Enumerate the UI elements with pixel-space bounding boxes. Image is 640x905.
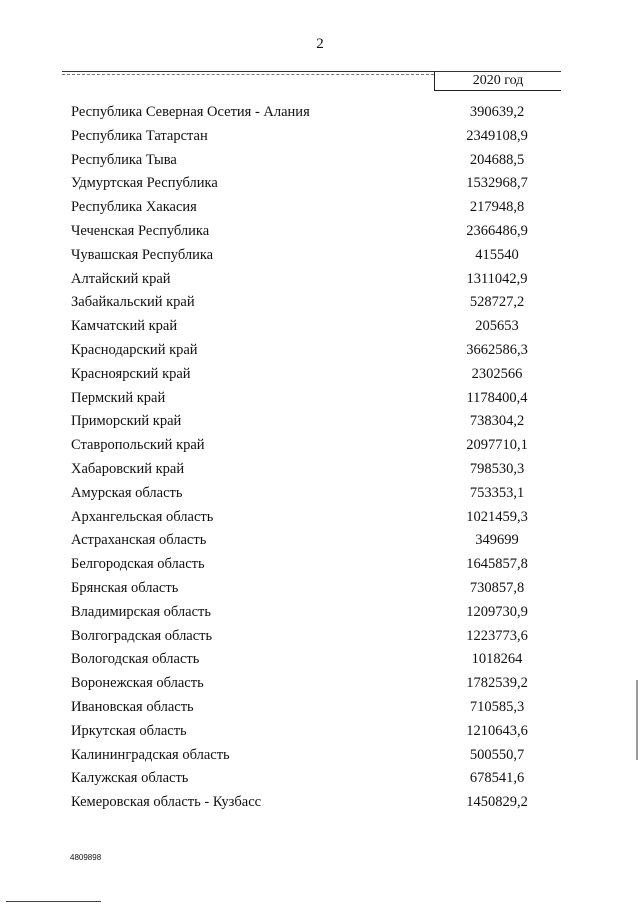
region-name: Республика Тыва (71, 151, 177, 168)
table-row (0, 767, 640, 791)
region-name: Воронежская область (71, 675, 204, 692)
table-row (0, 125, 640, 149)
region-name: Удмуртская Республика (71, 175, 218, 192)
region-name: Чувашская Республика (71, 246, 214, 263)
region-value: 2349108,9 (466, 127, 528, 144)
table-row (0, 744, 640, 768)
region-value: 798530,3 (469, 460, 525, 477)
table-header-rule-secondary (62, 74, 434, 75)
region-name: Брянская область (71, 579, 179, 596)
table-row (0, 553, 640, 577)
region-name: Ставропольский край (71, 437, 205, 454)
region-name: Алтайский край (71, 270, 171, 287)
region-value: 1782539,2 (466, 675, 528, 692)
region-name: Республика Северная Осетия - Алания (71, 104, 310, 120)
table-row (0, 625, 640, 649)
region-name: Пермский край (71, 389, 166, 406)
table-row (0, 387, 640, 411)
region-value: 205653 (475, 318, 519, 335)
table-row (0, 434, 640, 458)
region-value: 1209730,9 (466, 603, 528, 620)
region-name: Калужская область (71, 770, 189, 787)
region-value: 738304,2 (469, 413, 525, 430)
region-value: 1311042,9 (466, 270, 528, 287)
table-row (0, 577, 640, 601)
table-row (0, 529, 640, 553)
region-value: 1021459,3 (466, 508, 528, 525)
table-row (0, 791, 640, 815)
region-value: 2097710,1 (466, 437, 528, 454)
region-value: 500550,7 (469, 746, 525, 763)
table-row (0, 482, 640, 506)
table-row (0, 149, 640, 173)
table-row (0, 601, 640, 625)
table-row (0, 458, 640, 482)
region-value: 390639,2 (469, 104, 525, 120)
region-name: Кемеровская область - Кузбасс (71, 794, 262, 811)
table-row (0, 672, 640, 696)
region-value: 678541,6 (469, 770, 525, 787)
region-value: 528727,2 (469, 294, 525, 311)
region-name: Волгоградская область (71, 627, 213, 644)
region-value: 1178400,4 (466, 389, 528, 406)
column-header-year: 2020 год (434, 71, 561, 91)
table-header-rule (62, 71, 434, 72)
region-name: Калининградская область (71, 746, 230, 763)
table-row (0, 244, 640, 268)
region-name: Республика Татарстан (71, 127, 208, 144)
table-row (0, 172, 640, 196)
region-value: 1645857,8 (466, 556, 528, 573)
region-value: 2366486,9 (466, 222, 528, 239)
table-row (0, 506, 640, 530)
region-name: Приморский край (71, 413, 182, 430)
region-name: Архангельская область (71, 508, 214, 525)
region-name: Камчатский край (71, 318, 178, 335)
region-value: 730857,8 (469, 579, 525, 596)
region-value: 1532968,7 (466, 175, 528, 192)
table-row (0, 696, 640, 720)
table-row (0, 720, 640, 744)
region-value: 753353,1 (469, 484, 525, 501)
table-body (0, 101, 640, 815)
region-name: Красноярский край (71, 365, 191, 382)
region-name: Владимирская область (71, 603, 211, 620)
region-value: 1210643,6 (466, 722, 528, 739)
region-value: 349699 (475, 532, 519, 549)
region-value: 710585,3 (469, 698, 525, 715)
region-name: Хабаровский край (71, 460, 185, 477)
region-name: Чеченская Республика (71, 222, 210, 239)
document-code: 4809898 (70, 853, 102, 862)
region-name: Забайкальский край (71, 294, 195, 311)
table-row (0, 196, 640, 220)
table-row (0, 291, 640, 315)
region-name: Республика Хакасия (71, 199, 197, 216)
page-number: 2 (316, 36, 324, 52)
table-row (0, 268, 640, 292)
region-value: 1450829,2 (466, 794, 528, 811)
region-value: 3662586,3 (466, 341, 528, 358)
table-row (0, 363, 640, 387)
table-row (0, 410, 640, 434)
table-row (0, 220, 640, 244)
region-name: Белгородская область (71, 556, 205, 573)
table-row (0, 648, 640, 672)
region-value: 217948,8 (469, 199, 525, 216)
region-value: 415540 (475, 246, 519, 263)
table-row (0, 315, 640, 339)
table-row (0, 339, 640, 363)
table-row (0, 101, 640, 125)
region-value: 2302566 (471, 365, 523, 382)
region-value: 1018264 (471, 651, 523, 668)
region-name: Иркутская область (71, 722, 187, 739)
bottom-rule (6, 901, 101, 902)
region-name: Астраханская область (71, 532, 207, 549)
region-value: 1223773,6 (466, 627, 528, 644)
region-name: Амурская область (71, 484, 183, 501)
scan-edge-mark (636, 680, 638, 760)
region-value: 204688,5 (469, 151, 525, 168)
region-name: Ивановская область (71, 698, 194, 715)
region-name: Краснодарский край (71, 341, 198, 358)
region-name: Вологодская область (71, 651, 200, 668)
